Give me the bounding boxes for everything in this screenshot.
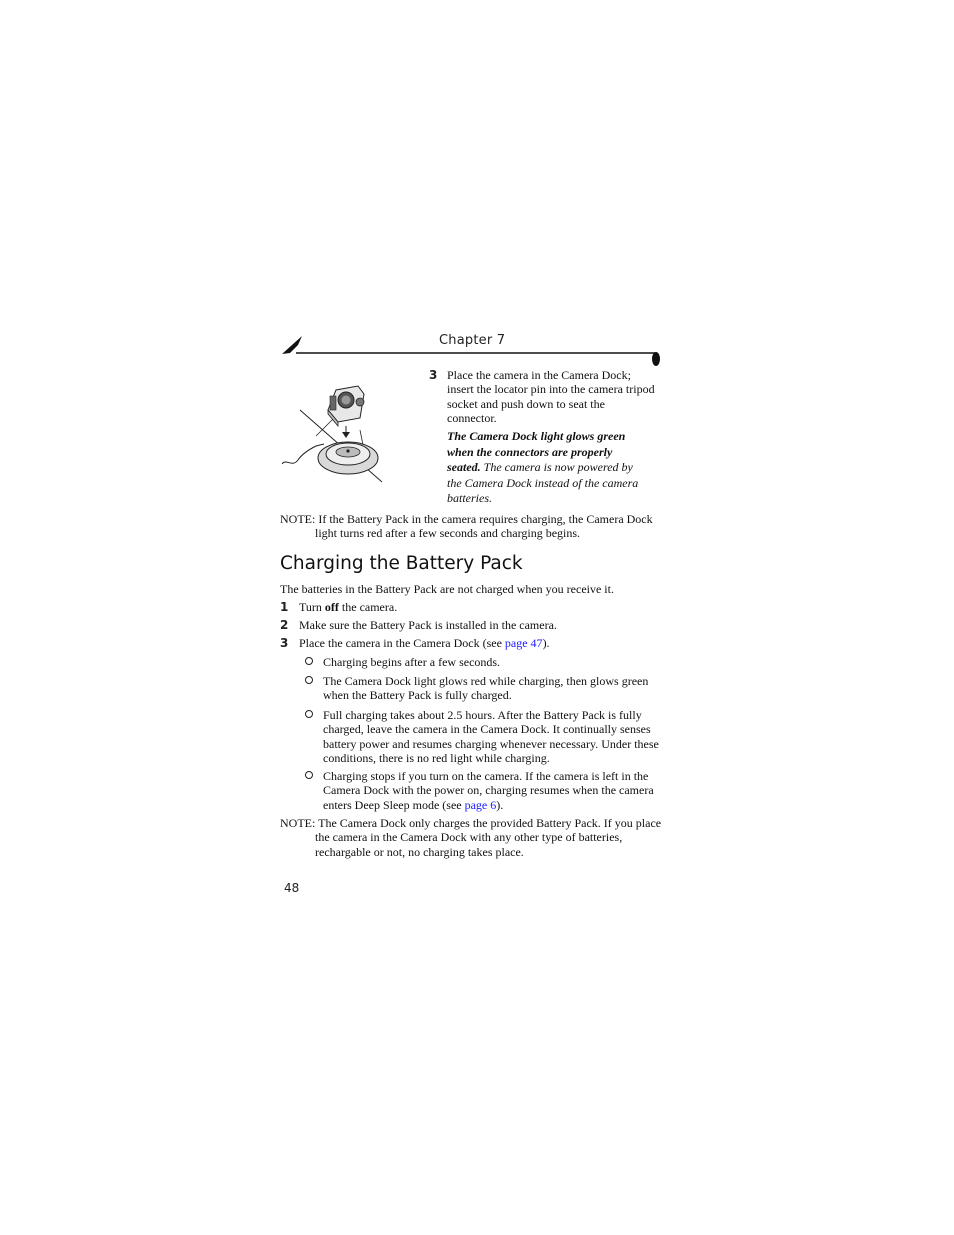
section-intro: The batteries in the Battery Pack are not charged when you receive it. [280,582,614,596]
bullet-item: Charging begins after a few seconds. [323,655,501,669]
result-bold-line: when the connectors are properly [447,444,613,459]
result-bold-line: seated. [447,460,481,474]
note-label: NOTE: [280,816,316,830]
note-text: the camera in the Camera Dock with any other type of batteries, [315,830,623,845]
step-number: 3 [280,636,289,650]
page-link[interactable]: page 47 [504,636,543,650]
top-step-text [447,368,662,426]
top-step-line: socket and push down to seat the [447,396,605,411]
top-step-number: 3 [429,368,438,382]
section-title: Charging the Battery Pack [280,553,523,574]
note-label: NOTE: [280,512,316,526]
step-text: Turn off the camera. [299,600,398,614]
note-text: The Camera Dock only charges the provided Battery Pack. If you place [318,816,662,830]
top-step-result [447,429,662,507]
chapter-title: Chapter 7 [439,333,506,348]
bullet-item: The Camera Dock light glows red while charging, then glows green when the Battery Pack is fully charged. [323,674,649,703]
top-step-line: connector. [447,411,497,426]
bullet-icon [305,710,313,718]
step-number: 1 [280,600,289,614]
bullet-icon [305,676,313,684]
result-italic-line: batteries. [447,491,492,505]
note-text: light turns red after a few seconds and charging begins. [315,526,581,541]
top-step-line: Place the camera in the Camera Dock; [447,368,631,382]
bullet-icon [305,771,313,779]
step-text: Place the camera in the Camera Dock (see page 47). [299,636,550,650]
step-bold-word: off [324,600,339,614]
note-block [280,816,670,859]
result-italic-line: the Camera Dock instead of the camera [447,475,639,490]
bullet-item: Full charging takes about 2.5 hours. After the Battery Pack is fully charged, leave the camera in the Camera Dock. It continually senses battery power and resumes charging whenever necessary. Under these conditions, there is no red light while charging. [323,708,659,766]
step-text: Make sure the Battery Pack is installed in the camera. [299,618,557,632]
note-text: If the Battery Pack in the camera requires charging, the Camera Dock [318,512,653,526]
bullet-item: Charging stops if you turn on the camera. If the camera is left in the Camera Dock with the power on, charging resumes when the camera enters Deep Sleep mode (see page 6). [323,769,654,812]
bullet-icon [305,657,313,665]
step-number: 2 [280,618,289,632]
note-text: rechargable or not, no charging takes place. [315,844,524,859]
page-link[interactable]: page 6 [464,797,497,812]
note-block [280,512,670,541]
top-step-line: insert the locator pin into the camera tripod [447,382,655,397]
page-number: 48 [284,881,300,895]
camera-dock-illustration [280,378,384,486]
result-italic-line: The camera is now powered by [480,460,633,474]
result-bold-line: The Camera Dock light glows green [447,429,626,443]
